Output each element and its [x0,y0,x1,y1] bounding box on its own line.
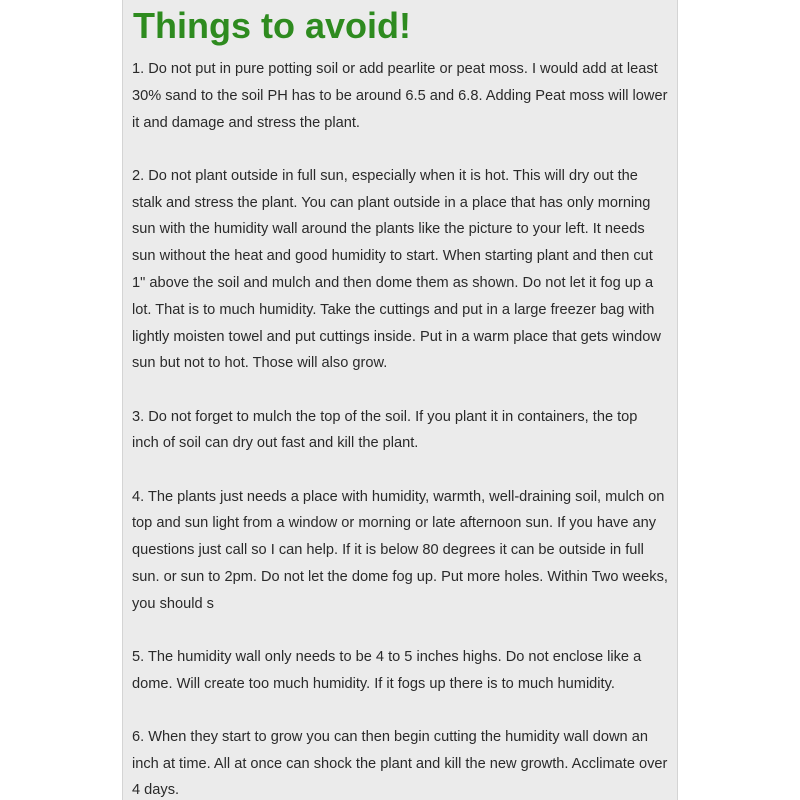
tip-item-3: 3. Do not forget to mulch the top of the soil. If you plant it in containers, the top inch of soil can dry out fast and kill the plant. [132,408,638,452]
tip-item-4: 4. The plants just needs a place with humidity, warmth, well-draining soil, mulch on top and sun light from a window or morning or late afternoon sun. If you have any questions just call so I can help. If it is below 80 degrees it can be outside in full sun. or sun to 2pm. Do not let the dome fog up. Put more holes. Within Two weeks, you should s [132,488,668,612]
tip-item-6: 6. When they start to grow you can then begin cutting the humidity wall down an inch at time. All at once can shock the plant and kill the new growth. Acclimate over 4 days. [132,728,668,799]
tip-item-1: 1. Do not put in pure potting soil or add pearlite or peat moss. I would add at least 30% sand to the soil PH has to be around 6.5 and 6.8. Adding Peat moss will lower it and damage and stress the plant. [132,61,668,131]
tip-item-2: 2. Do not plant outside in full sun, especially when it is hot. This will dry out the stalk and stress the plant. You can plant outside in a place that has only morning sun with the humidity wall around the plants like the picture to your left. It needs sun without the heat and good humidity to start. When starting plant and then cut 1" above the soil and mulch and then dome them as shown. Do not let it fog up a lot. That is to much humidity. Take the cuttings and put in a large freezer bag with lightly moisten towel and put cuttings inside. Put in a warm place that gets window sun but not to hot. Those will also grow. [132,167,661,372]
page-title: Things to avoid! [133,5,411,46]
article-body [132,56,668,800]
tip-item-5: 5. The humidity wall only needs to be 4 to 5 inches highs. Do not enclose like a dome. Will create too much humidity. If it fogs up there is to much humidity. [132,648,642,692]
